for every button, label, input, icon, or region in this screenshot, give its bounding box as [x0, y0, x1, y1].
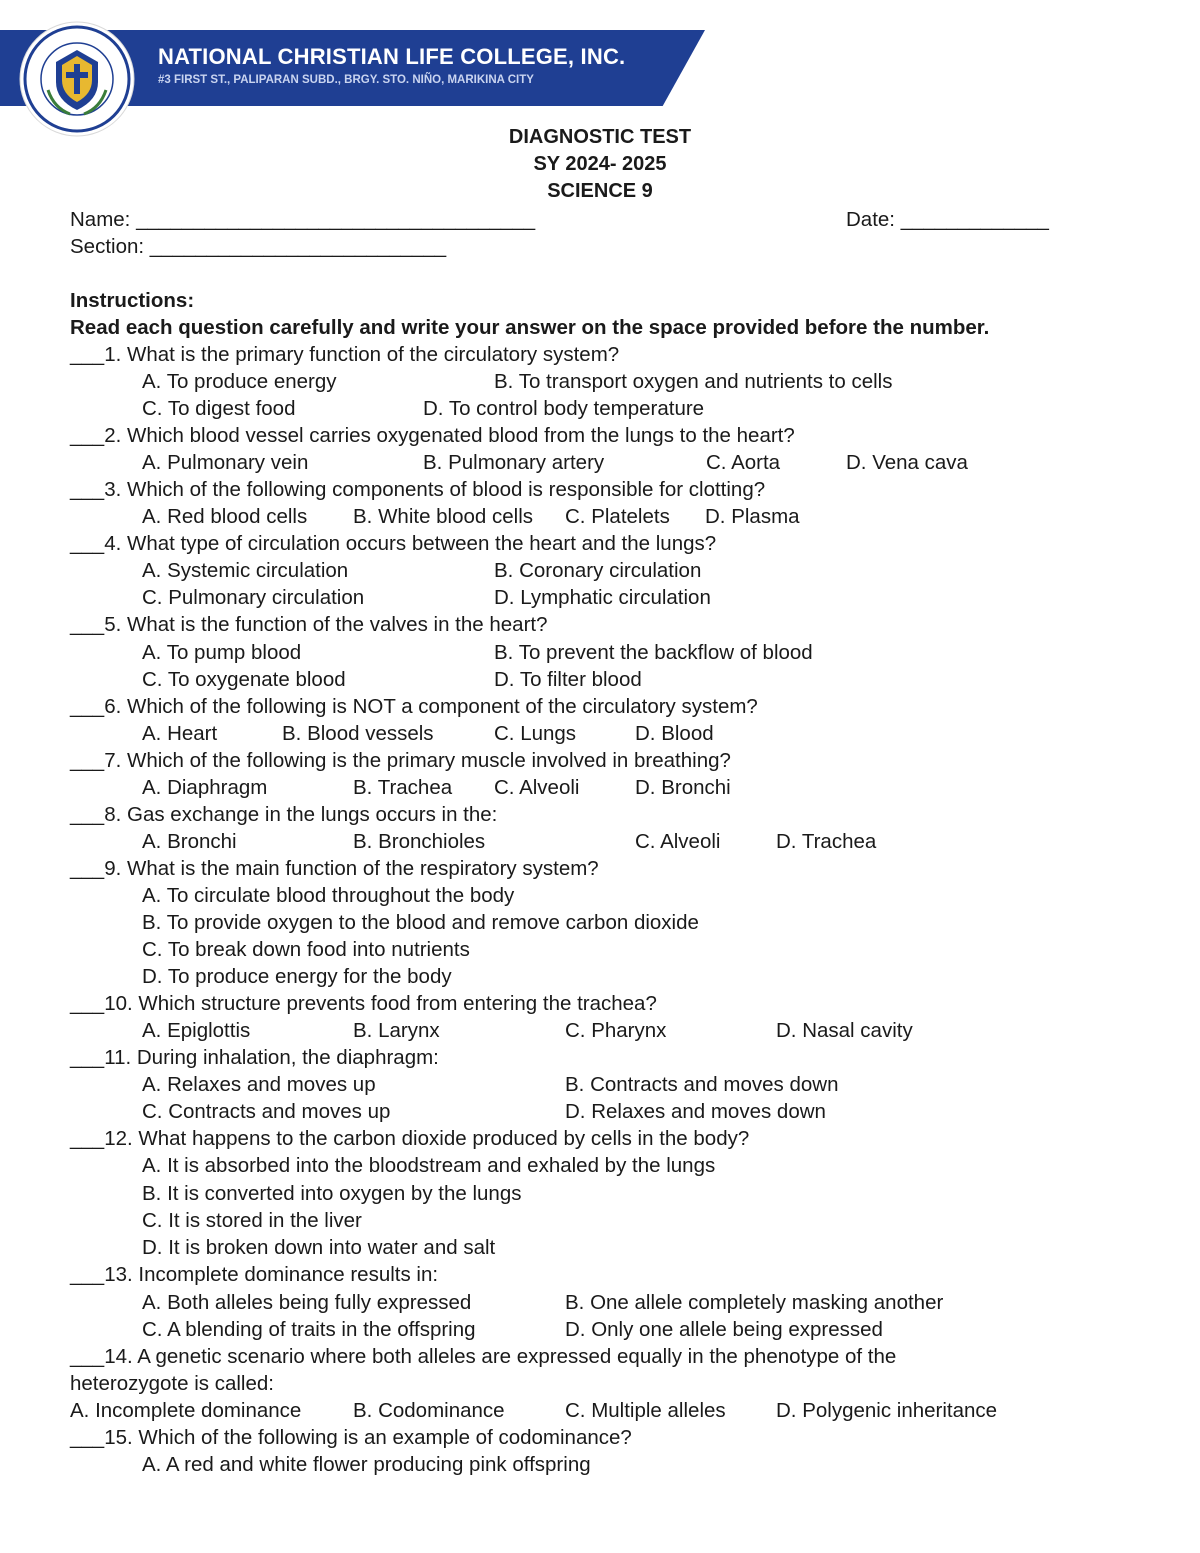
- q1-option-a: A. To produce energy: [142, 370, 337, 393]
- q9-option-d: D. To produce energy for the body: [142, 965, 452, 988]
- q11-option-d: D. Relaxes and moves down: [565, 1100, 826, 1123]
- section-field: Section: __________________________: [70, 235, 447, 258]
- q12-option-b: B. It is converted into oxygen by the lungs: [142, 1182, 522, 1205]
- test-title: DIAGNOSTIC TEST: [508, 126, 692, 148]
- q3-option-d: D. Plasma: [705, 505, 800, 528]
- q15-option-a: A. A red and white flower producing pink offspring: [142, 1453, 591, 1476]
- q13-option-a: A. Both alleles being fully expressed: [142, 1291, 472, 1314]
- q11-option-c: C. Contracts and moves up: [142, 1100, 391, 1123]
- instructions-text: Read each question carefully and write your answer on the space provided before the number.: [70, 316, 990, 339]
- q11-option-b: B. Contracts and moves down: [565, 1073, 839, 1096]
- question-2: ___2. Which blood vessel carries oxygenated blood from the lungs to the heart?: [70, 424, 795, 447]
- question-15: ___15. Which of the following is an example of codominance?: [70, 1426, 632, 1449]
- q5-option-d: D. To filter blood: [494, 668, 642, 691]
- q13-option-b: B. One allele completely masking another: [565, 1291, 944, 1314]
- q5-option-c: C. To oxygenate blood: [142, 668, 346, 691]
- q8-option-b: B. Bronchioles: [353, 830, 486, 853]
- q8-option-d: D. Trachea: [776, 830, 877, 853]
- question-14-continued: heterozygote is called:: [70, 1372, 274, 1395]
- q9-option-a: A. To circulate blood throughout the body: [142, 884, 515, 907]
- question-9: ___9. What is the main function of the respiratory system?: [70, 857, 599, 880]
- q10-option-d: D. Nasal cavity: [776, 1019, 913, 1042]
- q9-option-b: B. To provide oxygen to the blood and remove carbon dioxide: [142, 911, 699, 934]
- q14-option-a: A. Incomplete dominance: [70, 1399, 302, 1422]
- q14-option-c: C. Multiple alleles: [565, 1399, 726, 1422]
- subject: SCIENCE 9: [547, 180, 653, 202]
- q10-option-c: C. Pharynx: [565, 1019, 667, 1042]
- question-8: ___8. Gas exchange in the lungs occurs in the:: [70, 803, 498, 826]
- question-1: ___1. What is the primary function of the circulatory system?: [70, 343, 620, 366]
- q8-option-c: C. Alveoli: [635, 830, 721, 853]
- q4-option-c: C. Pulmonary circulation: [142, 586, 365, 609]
- q6-option-d: D. Blood: [635, 722, 714, 745]
- q7-option-c: C. Alveoli: [494, 776, 580, 799]
- q7-option-b: B. Trachea: [353, 776, 453, 799]
- question-11: ___11. During inhalation, the diaphragm:: [70, 1046, 439, 1069]
- question-3: ___3. Which of the following components of blood is responsible for clotting?: [70, 478, 766, 501]
- q13-option-d: D. Only one allele being expressed: [565, 1318, 883, 1341]
- q8-option-a: A. Bronchi: [142, 830, 237, 853]
- q6-option-b: B. Blood vessels: [282, 722, 434, 745]
- question-14: ___14. A genetic scenario where both alleles are expressed equally in the phenotype of the: [70, 1345, 897, 1368]
- q14-option-d: D. Polygenic inheritance: [776, 1399, 998, 1422]
- q7-option-d: D. Bronchi: [635, 776, 731, 799]
- school-name: NATIONAL CHRISTIAN LIFE COLLEGE, INC.: [158, 44, 626, 69]
- q1-option-c: C. To digest food: [142, 397, 296, 420]
- name-field: Name: ___________________________________: [70, 208, 536, 231]
- school-year: SY 2024- 2025: [533, 153, 667, 175]
- q5-option-a: A. To pump blood: [142, 641, 302, 664]
- q3-option-a: A. Red blood cells: [142, 505, 308, 528]
- q3-option-c: C. Platelets: [565, 505, 670, 528]
- q2-option-c: C. Aorta: [706, 451, 781, 474]
- question-10: ___10. Which structure prevents food from entering the trachea?: [70, 992, 657, 1015]
- q6-option-a: A. Heart: [142, 722, 218, 745]
- q14-option-b: B. Codominance: [353, 1399, 505, 1422]
- q1-option-d: D. To control body temperature: [423, 397, 705, 420]
- question-12: ___12. What happens to the carbon dioxide produced by cells in the body?: [70, 1127, 750, 1150]
- q1-option-b: B. To transport oxygen and nutrients to cells: [494, 370, 893, 393]
- question-6: ___6. Which of the following is NOT a component of the circulatory system?: [70, 695, 758, 718]
- q4-option-a: A. Systemic circulation: [142, 559, 349, 582]
- q11-option-a: A. Relaxes and moves up: [142, 1073, 376, 1096]
- q10-option-a: A. Epiglottis: [142, 1019, 251, 1042]
- question-4: ___4. What type of circulation occurs between the heart and the lungs?: [70, 532, 717, 555]
- q12-option-c: C. It is stored in the liver: [142, 1209, 362, 1232]
- instructions-heading: Instructions:: [70, 289, 195, 312]
- question-5: ___5. What is the function of the valves in the heart?: [70, 613, 548, 636]
- q6-option-c: C. Lungs: [494, 722, 577, 745]
- q2-option-a: A. Pulmonary vein: [142, 451, 309, 474]
- question-13: ___13. Incomplete dominance results in:: [70, 1263, 439, 1286]
- question-7: ___7. Which of the following is the primary muscle involved in breathing?: [70, 749, 731, 772]
- q12-option-d: D. It is broken down into water and salt: [142, 1236, 496, 1259]
- q2-option-d: D. Vena cava: [846, 451, 968, 474]
- school-address: #3 FIRST ST., PALIPARAN SUBD., BRGY. STO. NIÑO, MARIKINA CITY: [158, 74, 534, 86]
- q3-option-b: B. White blood cells: [353, 505, 534, 528]
- date-field: Date: _____________: [846, 208, 1049, 231]
- school-seal-logo: [18, 20, 136, 138]
- q13-option-c: C. A blending of traits in the offspring: [142, 1318, 476, 1341]
- q4-option-d: D. Lymphatic circulation: [494, 586, 711, 609]
- q10-option-b: B. Larynx: [353, 1019, 440, 1042]
- q2-option-b: B. Pulmonary artery: [423, 451, 605, 474]
- q7-option-a: A. Diaphragm: [142, 776, 268, 799]
- q12-option-a: A. It is absorbed into the bloodstream and exhaled by the lungs: [142, 1154, 716, 1177]
- q5-option-b: B. To prevent the backflow of blood: [494, 641, 813, 664]
- q9-option-c: C. To break down food into nutrients: [142, 938, 470, 961]
- q4-option-b: B. Coronary circulation: [494, 559, 702, 582]
